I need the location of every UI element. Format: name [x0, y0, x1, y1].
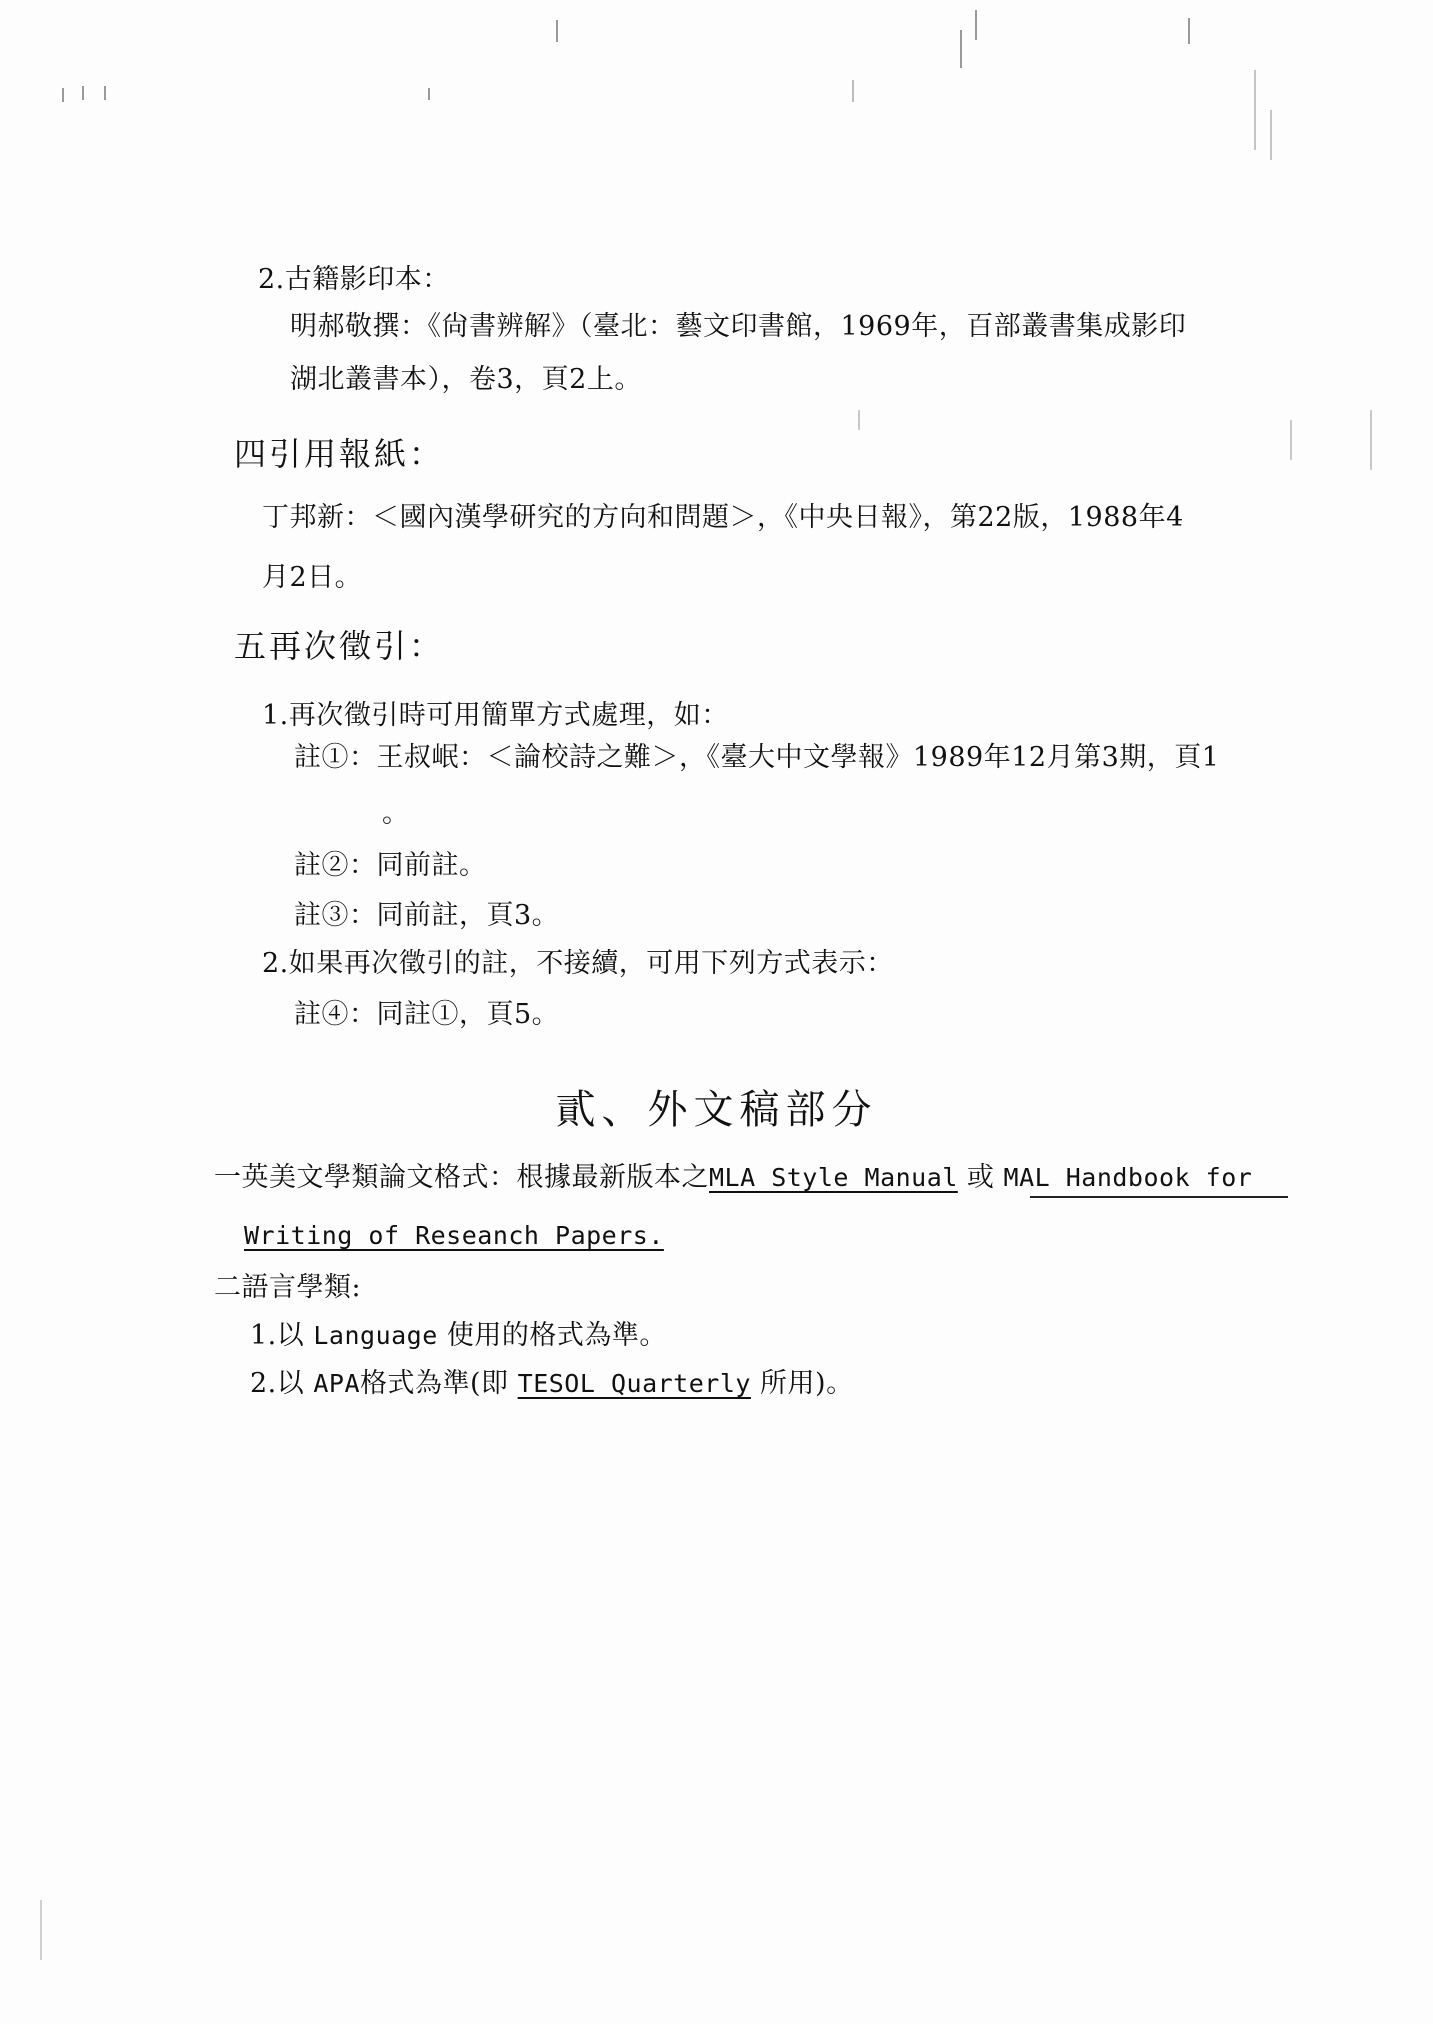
scan-noise: [858, 410, 860, 430]
footnote-line: 註①：王叔岷：＜論校詩之難＞，《臺大中文學報》1989年12月第3期，頁1: [294, 742, 1220, 773]
underline-rule: [1030, 1196, 1288, 1198]
scan-noise: [62, 88, 64, 102]
paragraph-text: 一英美文學類論文格式：根據最新版本之: [214, 1162, 709, 1193]
scan-noise: [1290, 420, 1292, 460]
scan-noise: [556, 20, 558, 42]
scan-noise: [852, 80, 854, 102]
scan-noise: [104, 86, 106, 100]
footnote-line: 註②：同前註。: [294, 850, 487, 881]
item-text: 格式為準(即: [360, 1368, 509, 1399]
paragraph-text: 或: [966, 1162, 995, 1193]
handbook-title-continued: Writing of Reseanch Papers.: [244, 1221, 664, 1250]
list-item: [250, 1318, 667, 1354]
format-paragraph: 二語言學類:: [214, 1272, 362, 1303]
scan-noise: [1254, 70, 1256, 150]
footnote-line: 註③：同前註，頁3。: [294, 900, 560, 931]
footnote-line: 註④：同註①，頁5。: [294, 999, 560, 1030]
item-number: 2.以: [250, 1368, 305, 1399]
section-heading: 五再次徵引：: [234, 627, 445, 665]
journal-name: Language: [313, 1321, 438, 1350]
journal-name: TESOL Quarterly: [517, 1369, 751, 1398]
scan-noise: [1370, 410, 1372, 470]
scan-noise: [428, 88, 430, 100]
citation-line: 湖北叢書本），卷3，頁2上。: [290, 364, 642, 395]
style-name: APA: [313, 1369, 361, 1398]
part-title: 貳、外文稿部分: [555, 1087, 878, 1133]
scan-noise: [40, 1900, 42, 1960]
scan-noise: [1188, 18, 1190, 44]
handbook-title: MAL Handbook for: [1003, 1163, 1253, 1192]
item-number: 1.以: [250, 1320, 305, 1351]
section-heading: 四引用報紙：: [234, 435, 445, 473]
citation-line: 丁邦新：＜國內漢學研究的方向和問題＞，《中央日報》，第22版，1988年4: [262, 502, 1184, 533]
citation-line: 明郝敬撰：《尙書辨解》（臺北：藝文印書館，1969年，百部叢書集成影印: [290, 311, 1187, 342]
format-paragraph: [214, 1160, 1252, 1196]
citation-line: 月2日。: [262, 562, 363, 593]
scan-noise: [1270, 110, 1272, 160]
list-item: 1.再次徵引時可用簡單方式處理，如：: [262, 700, 729, 731]
list-item: 2.如果再次徵引的註，不接續，可用下列方式表示：: [262, 948, 894, 979]
footnote-line: 。: [382, 798, 410, 829]
list-item: [250, 1366, 854, 1402]
item-text: 所用)。: [760, 1368, 854, 1399]
section-item-label: 2.古籍影印本：: [258, 264, 450, 295]
item-text: 使用的格式為準。: [446, 1320, 667, 1351]
mla-style-manual-title: MLA Style Manual: [709, 1163, 958, 1192]
scan-noise: [975, 10, 977, 40]
scan-noise: [960, 30, 962, 68]
scan-noise: [82, 86, 84, 100]
